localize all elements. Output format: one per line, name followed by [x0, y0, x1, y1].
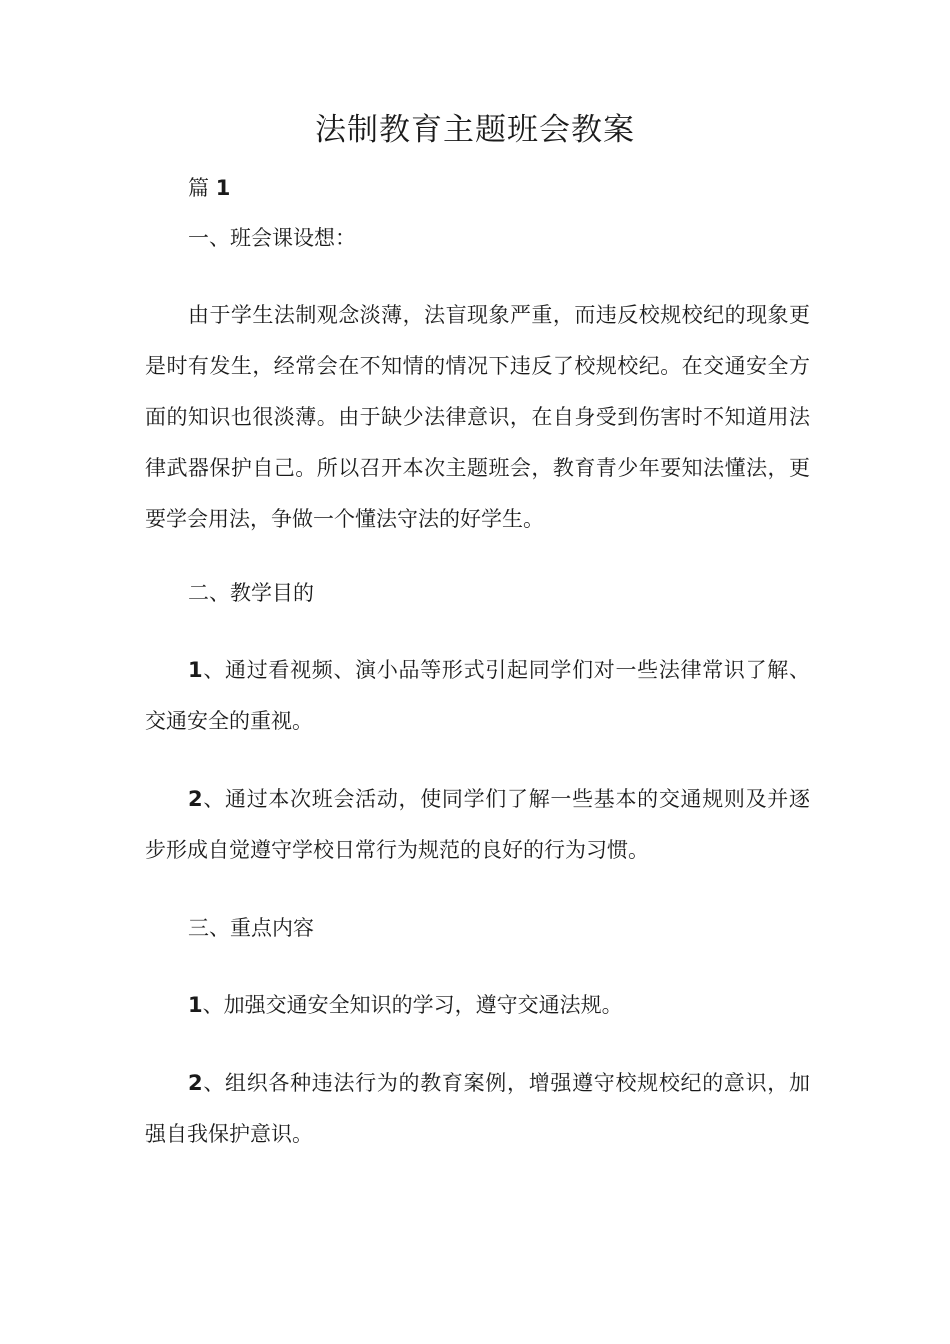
item-number: 1 [188, 993, 203, 1017]
document-title: 法制教育主题班会教案 [315, 112, 635, 148]
part-label-text: 篇 [188, 176, 209, 200]
item-text: 、通过看视频、演小品等形式引起同学们对一些法律常识了解、交通安全的重视。 [145, 658, 810, 733]
item-number: 1 [188, 658, 203, 682]
item-text: 、组织各种违法行为的教育案例，增强遵守校规校纪的意识，加强自我保护意识。 [145, 1071, 810, 1146]
section-heading-2: 二、教学目的 [188, 581, 314, 605]
section-2-item-1 [145, 645, 810, 747]
section-2-item-2 [145, 774, 810, 876]
item-number: 2 [188, 787, 203, 811]
item-text: 、通过本次班会活动，使同学们了解一些基本的交通规则及并逐步形成自觉遵守学校日常行为规范的良好的行为习惯。 [145, 787, 810, 862]
part-label [145, 163, 810, 214]
item-text: 、加强交通安全知识的学习，遵守交通法规。 [202, 993, 623, 1017]
item-number: 2 [188, 1071, 203, 1095]
section-3-item-1 [145, 980, 810, 1031]
section-heading-1: 一、班会课设想： [188, 226, 356, 250]
part-number: 1 [215, 176, 231, 200]
section-1-paragraph: 由于学生法制观念淡薄，法盲现象严重，而违反校规校纪的现象更是时有发生，经常会在不知情的情况下违反了校规校纪。在交通安全方面的知识也很淡薄。由于缺少法律意识，在自身受到伤害时不知道用法律武器保护自己。所以召开本次主题班会，教育青少年要知法懂法，更要学会用法，争做一个懂法守法的好学生。 [145, 303, 810, 531]
section-3-item-2 [145, 1058, 810, 1160]
section-heading-3: 三、重点内容 [188, 916, 314, 940]
